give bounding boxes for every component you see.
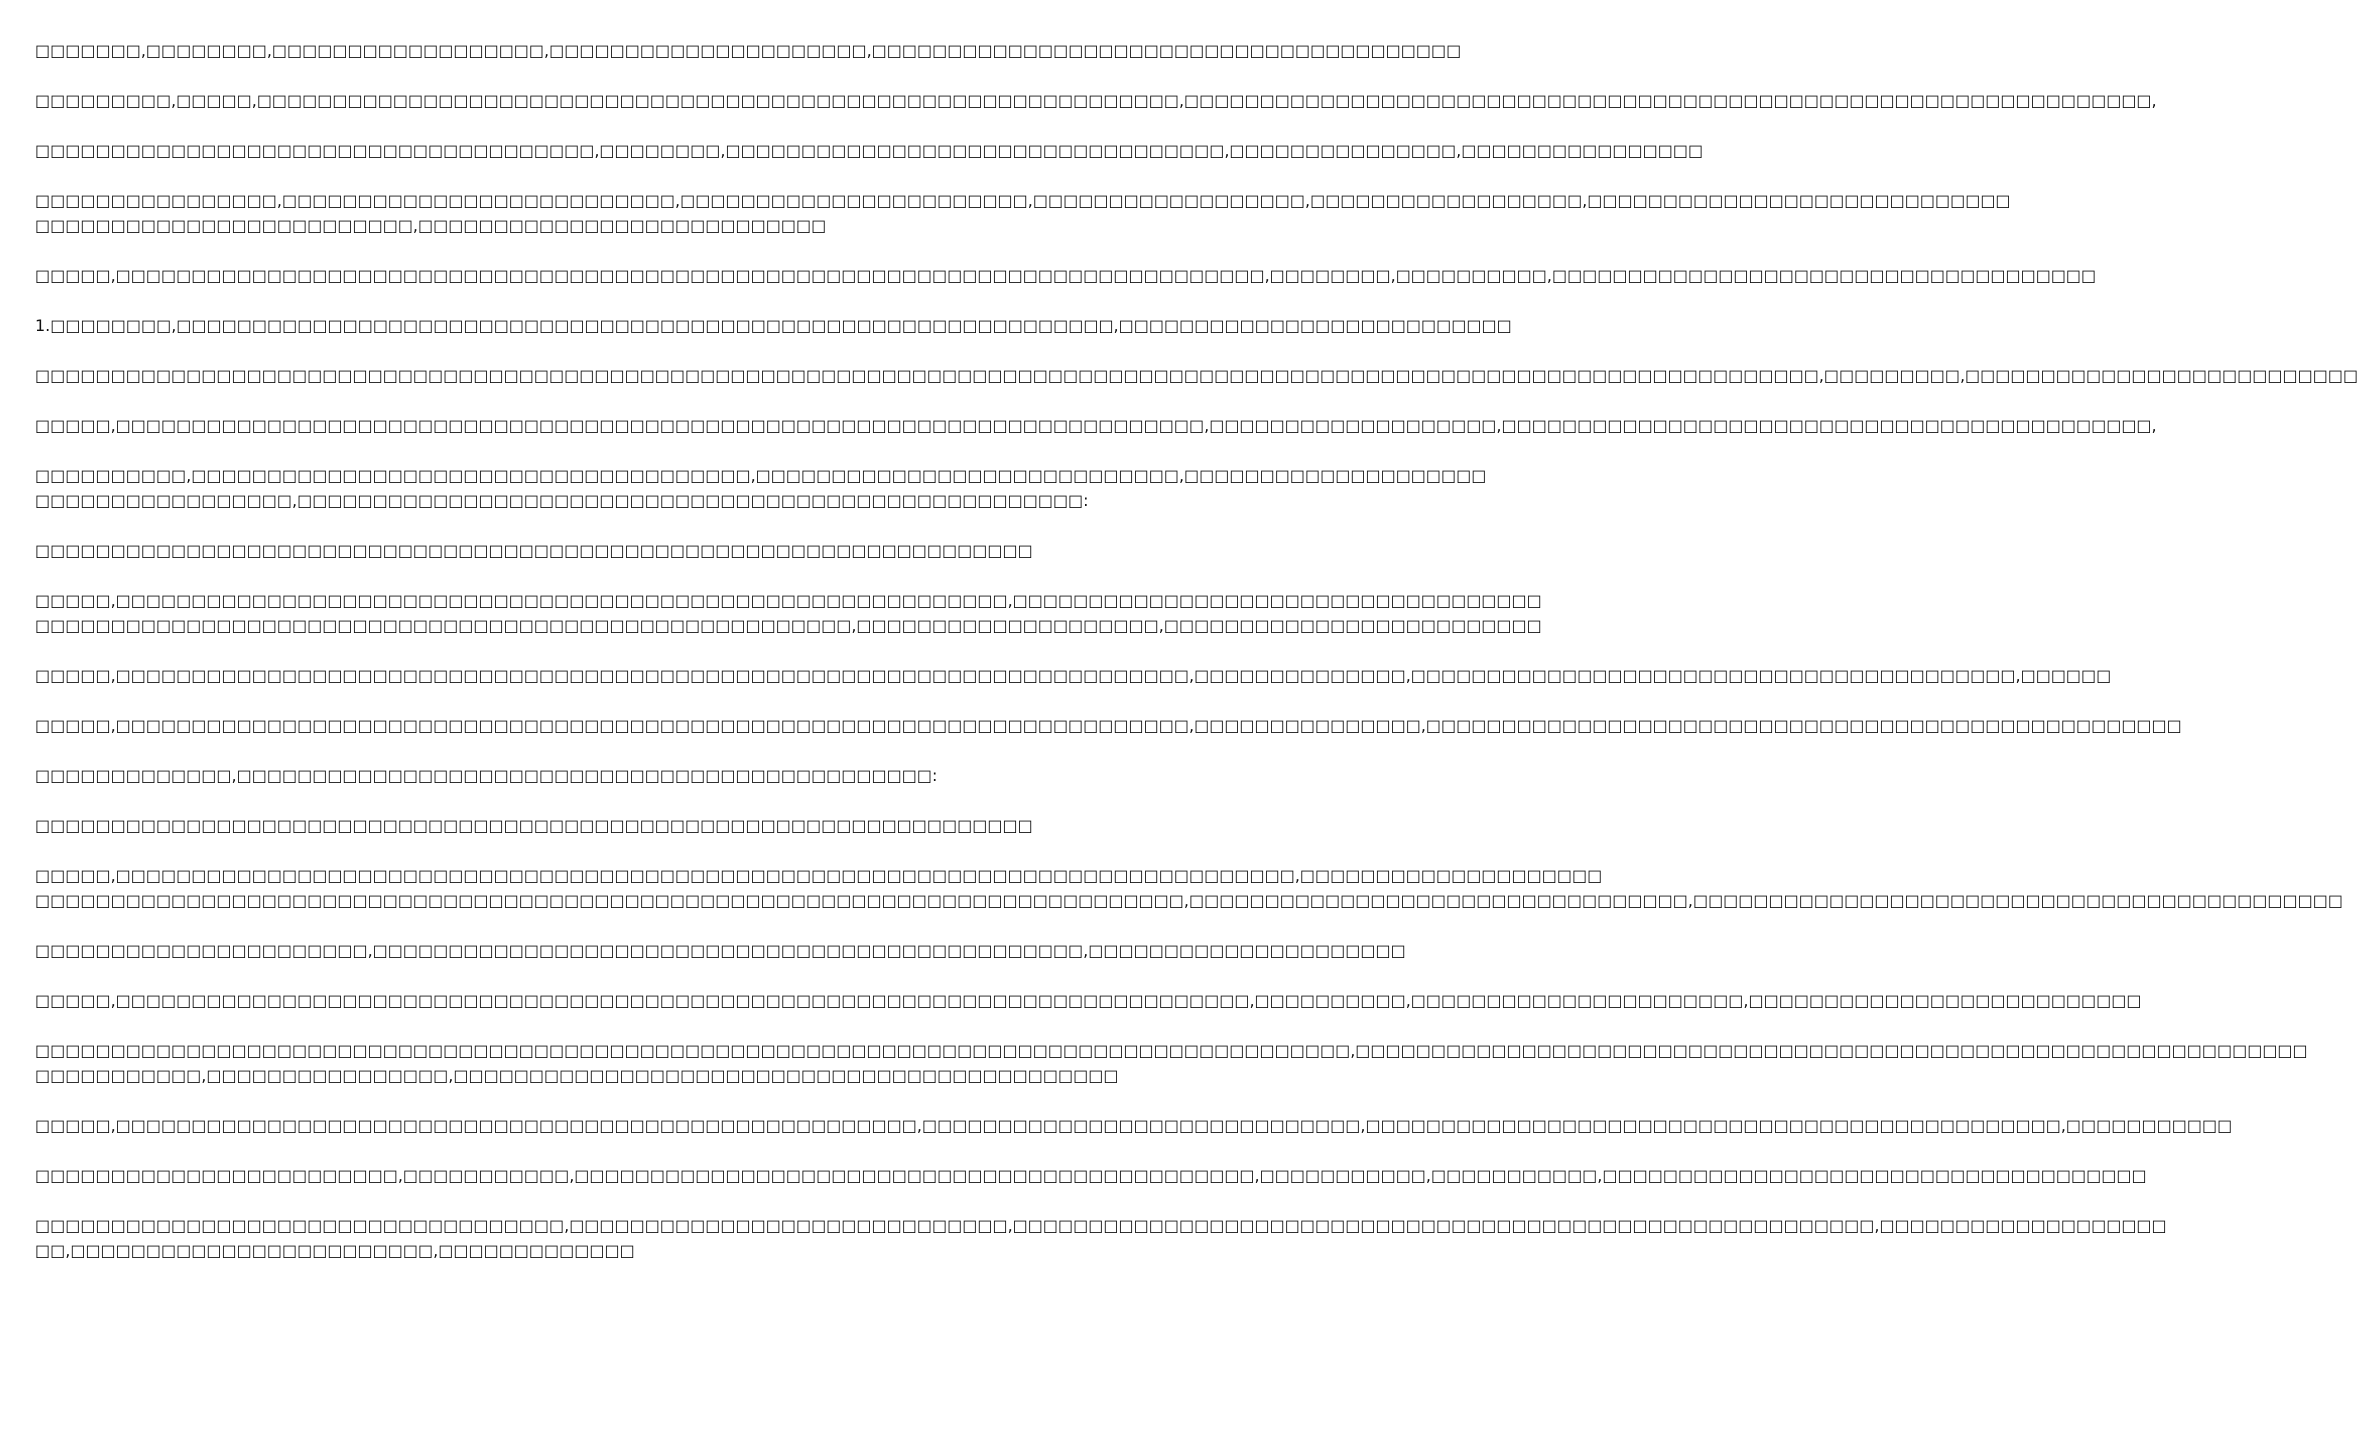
- paragraph-7: [35, 363, 2358, 388]
- paragraph-19: [35, 1038, 2308, 1088]
- text-line: 1.□□□□□□□□,□□□□□□□□□□□□□□□□□□□□□□□□□□□□□□□□□□□□□□□□□□□□□□□□□□□□□□□□□□□□□□,□□□□□□□□□□□□□□□□□□□□□□□□□□: [35, 316, 1512, 335]
- text-line: □□□□□□□□□□□□□□□□□□□□□□□□□□□□□□□□□□□□□□□□□□□□□□□□□□□□□□□□□□□□□□□□□□□□□□□□□□□□□□□□□□□□□□□,□□□□□□□□□□□□□□□□□□□□□□□□□□□□□□□□□□□□□□□□□□□□□□□□□□□□□□□□□□□□□□□: [35, 1041, 2308, 1060]
- paragraph-8: [35, 413, 2157, 438]
- text-line: □□,□□□□□□□□□□□□□□□□□□□□□□□□,□□□□□□□□□□□□□: [35, 1241, 635, 1260]
- paragraph-11: [35, 588, 1542, 638]
- text-line: □□□□□,□□□□□□□□□□□□□□□□□□□□□□□□□□□□□□□□□□□□□□□□□□□□□□□□□□□□□□□□□□□□□□□□□□□□□□□,□□□□□□□□□□□□□□,□□□□□□□□□□□□□□□□□□□□□□□□□□□□□□□□□□□□□□□□,□□□□□□: [35, 666, 2112, 685]
- text-line: □□□□□,□□□□□□□□□□□□□□□□□□□□□□□□□□□□□□□□□□□□□□□□□□□□□□□□□□□□□,□□□□□□□□□□□□□□□□□□□□□□□□□□□□□,□□□□□□□□□□□□□□□□□□□□□□□□□□□□□□□□□□□□□□□□□□□□□□,□□□□□□□□□□□: [35, 1116, 2233, 1135]
- paragraph-9: [35, 463, 1487, 513]
- paragraph-12: [35, 663, 2112, 688]
- text-line: □□□□□□□□□□□□□□□□□□□□□□□□□□□□□□□□□□□□□□□□□□□□□□□□□□□□□□□□□□□□□□□□□□: [35, 541, 1033, 560]
- text-line: □□□□□□□□□□□□□□□□□□□□□□□□□□□□□□□□□□□□□,□□□□□□□□,□□□□□□□□□□□□□□□□□□□□□□□□□□□□□□□□□,□□□□□□□□□□□□□□□,□□□□□□□□□□□□□□□□: [35, 141, 1704, 160]
- text-line: □□□□□□□□□□□□□□□□□□□□□□□□□□□□□□□□□□□,□□□□□□□□□□□□□□□□□□□□□□□□□□□□□,□□□□□□□□□□□□□□□□□□□□□□□□□□□□□□□□□□□□□□□□□□□□□□□□□□□□□□□□□,□□□□□□□□□□□□□□□□□□□: [35, 1216, 2167, 1235]
- paragraph-3: [35, 138, 1704, 163]
- paragraph-6: [35, 313, 1512, 338]
- paragraph-17: [35, 938, 1406, 963]
- text-line: □□□□□,□□□□□□□□□□□□□□□□□□□□□□□□□□□□□□□□□□□□□□□□□□□□□□□□□□□□□□□□□□□□□□□□□□□□□□□,□□□□□□□□□□□□□□□,□□□□□□□□□□□□□□□□□□□□□□□□□□□□□□□□□□□□□□□□□□□□□□□□□□: [35, 716, 2182, 735]
- text-line: □□□□□,□□□□□□□□□□□□□□□□□□□□□□□□□□□□□□□□□□□□□□□□□□□□□□□□□□□□□□□□□□□□□□□□□□□□□□□□□□□□,□□□□□□□□,□□□□□□□□□□,□□□□□□□□□□□□□□□□□□□□□□□□□□□□□□□□□□□□: [35, 266, 2097, 285]
- text-line: □□□□□□□□□□□□□□□□□□□□□□□□□□□□□□□□□□□□□□□□□□□□□□□□□□□□□□□□□□□□□□□□□□: [35, 816, 1033, 835]
- text-line: □□□□□□□□□□□□□□□□□□□□□□□□,□□□□□□□□□□□,□□□□□□□□□□□□□□□□□□□□□□□□□□□□□□□□□□□□□□□□□□□□□,□□□□□□□□□□□,□□□□□□□□□□□,□□□□□□□□□□□□□□□□□□□□□□□□□□□□□□□□□□□□: [35, 1166, 2147, 1185]
- paragraph-10: [35, 538, 1033, 563]
- paragraph-2: [35, 88, 2157, 113]
- text-line: □□□□□,□□□□□□□□□□□□□□□□□□□□□□□□□□□□□□□□□□□□□□□□□□□□□□□□□□□□□□□□□□□□□□□□□□□□□□□□,□□□□□□□□□□□□□□□□□□□,□□□□□□□□□□□□□□□□□□□□□□□□□□□□□□□□□□□□□□□□□□□,: [35, 416, 2157, 435]
- paragraph-20: [35, 1113, 2233, 1138]
- paragraph-16: [35, 863, 2343, 913]
- text-line: □□□□□□□□□□,□□□□□□□□□□□□□□□□□□□□□□□□□□□□□□□□□□□□□,□□□□□□□□□□□□□□□□□□□□□□□□□□□□,□□□□□□□□□□□□□□□□□□□□: [35, 466, 1487, 485]
- text-line: □□□□□□□□□□□□□□□□□□□□□□□□□□□□□□□□□□□□□□□□□□□□□□□□□□□□□□,□□□□□□□□□□□□□□□□□□□□,□□□□□□□□□□□□□□□□□□□□□□□□□: [35, 616, 1542, 635]
- text-line: □□□□□,□□□□□□□□□□□□□□□□□□□□□□□□□□□□□□□□□□□□□□□□□□□□□□□□□□□□□□□□□□□□□□□□□□□□□□□□□□□□□□,□□□□□□□□□□□□□□□□□□□□: [35, 866, 1603, 885]
- text-line: □□□□□□□□□□□□□□□□□□□□□□,□□□□□□□□□□□□□□□□□□□□□□□□□□□□□□□□□□□□□□□□□□□□□□□,□□□□□□□□□□□□□□□□□□□□□: [35, 941, 1406, 960]
- text-line: □□□□□□□□□□□□□□□□□□□□□□□□□,□□□□□□□□□□□□□□□□□□□□□□□□□□□: [35, 216, 827, 235]
- text-line: □□□□□□□□□□□□□,□□□□□□□□□□□□□□□□□□□□□□□□□□□□□□□□□□□□□□□□□□□□□□:: [35, 766, 938, 785]
- text-line: □□□□□□□,□□□□□□□□,□□□□□□□□□□□□□□□□□□,□□□□□□□□□□□□□□□□□□□□□,□□□□□□□□□□□□□□□□□□□□□□□□□□□□□□□□□□□□□□□: [35, 41, 1462, 60]
- document-body: [35, 38, 2358, 1288]
- paragraph-1: [35, 38, 1462, 63]
- paragraph-18: [35, 988, 2142, 1013]
- paragraph-22: [35, 1213, 2167, 1263]
- text-line: □□□□□□□□□□□,□□□□□□□□□□□□□□□□,□□□□□□□□□□□□□□□□□□□□□□□□□□□□□□□□□□□□□□□□□□□□: [35, 1066, 1119, 1085]
- paragraph-21: [35, 1163, 2147, 1188]
- text-line: □□□□□,□□□□□□□□□□□□□□□□□□□□□□□□□□□□□□□□□□□□□□□□□□□□□□□□□□□□□□□□□□□□□□□□□□□□□□□□□□□,□□□□□□□□□□,□□□□□□□□□□□□□□□□□□□□□□,□□□□□□□□□□□□□□□□□□□□□□□□□□: [35, 991, 2142, 1010]
- paragraph-5: [35, 263, 2097, 288]
- paragraph-15: [35, 813, 1033, 838]
- text-line: □□□□□,□□□□□□□□□□□□□□□□□□□□□□□□□□□□□□□□□□□□□□□□□□□□□□□□□□□□□□□□□□□,□□□□□□□□□□□□□□□□□□□□□□□□□□□□□□□□□□□: [35, 591, 1542, 610]
- text-line: □□□□□□□□□□□□□□□□,□□□□□□□□□□□□□□□□□□□□□□□□□□,□□□□□□□□□□□□□□□□□□□□□□□,□□□□□□□□□□□□□□□□□□,□□□□□□□□□□□□□□□□□□,□□□□□□□□□□□□□□□□□□□□□□□□□□□□: [35, 191, 2011, 210]
- paragraph-4: [35, 188, 2011, 238]
- paragraph-13: [35, 713, 2182, 738]
- paragraph-14: [35, 763, 990, 788]
- text-line: □□□□□□□□□□□□□□□□□□□□□□□□□□□□□□□□□□□□□□□□□□□□□□□□□□□□□□□□□□□□□□□□□□□□□□□□□□□□,□□□□□□□□□□□□□□□□□□□□□□□□□□□□□□□□□,□□□□□□□□□□□□□□□□□□□□□□□□□□□□□□□□□□□□□□□□□□□: [35, 891, 2343, 910]
- text-line: □□□□□□□□□□□□□□□□□,□□□□□□□□□□□□□□□□□□□□□□□□□□□□□□□□□□□□□□□□□□□□□□□□□□□□:: [35, 491, 1089, 510]
- text-line: □□□□□□□□□□□□□□□□□□□□□□□□□□□□□□□□□□□□□□□□□□□□□□□□□□□□□□□□□□□□□□□□□□□□□□□□□□□□□□□□□□□□□□□□□□□□□□□□□□□□□□□□□□□□□□□□□□□□□□,□□□□□□□□□,□□□□□□□□□□□□□□□□□□□□□□□□□□: [35, 366, 2358, 385]
- text-line: □□□□□□□□□,□□□□□,□□□□□□□□□□□□□□□□□□□□□□□□□□□□□□□□□□□□□□□□□□□□□□□□□□□□□□□□□□□□□,□□□□□□□□□□□□□□□□□□□□□□□□□□□□□□□□□□□□□□□□□□□□□□□□□□□□□□□□□□□□□□□□,: [35, 91, 2157, 110]
